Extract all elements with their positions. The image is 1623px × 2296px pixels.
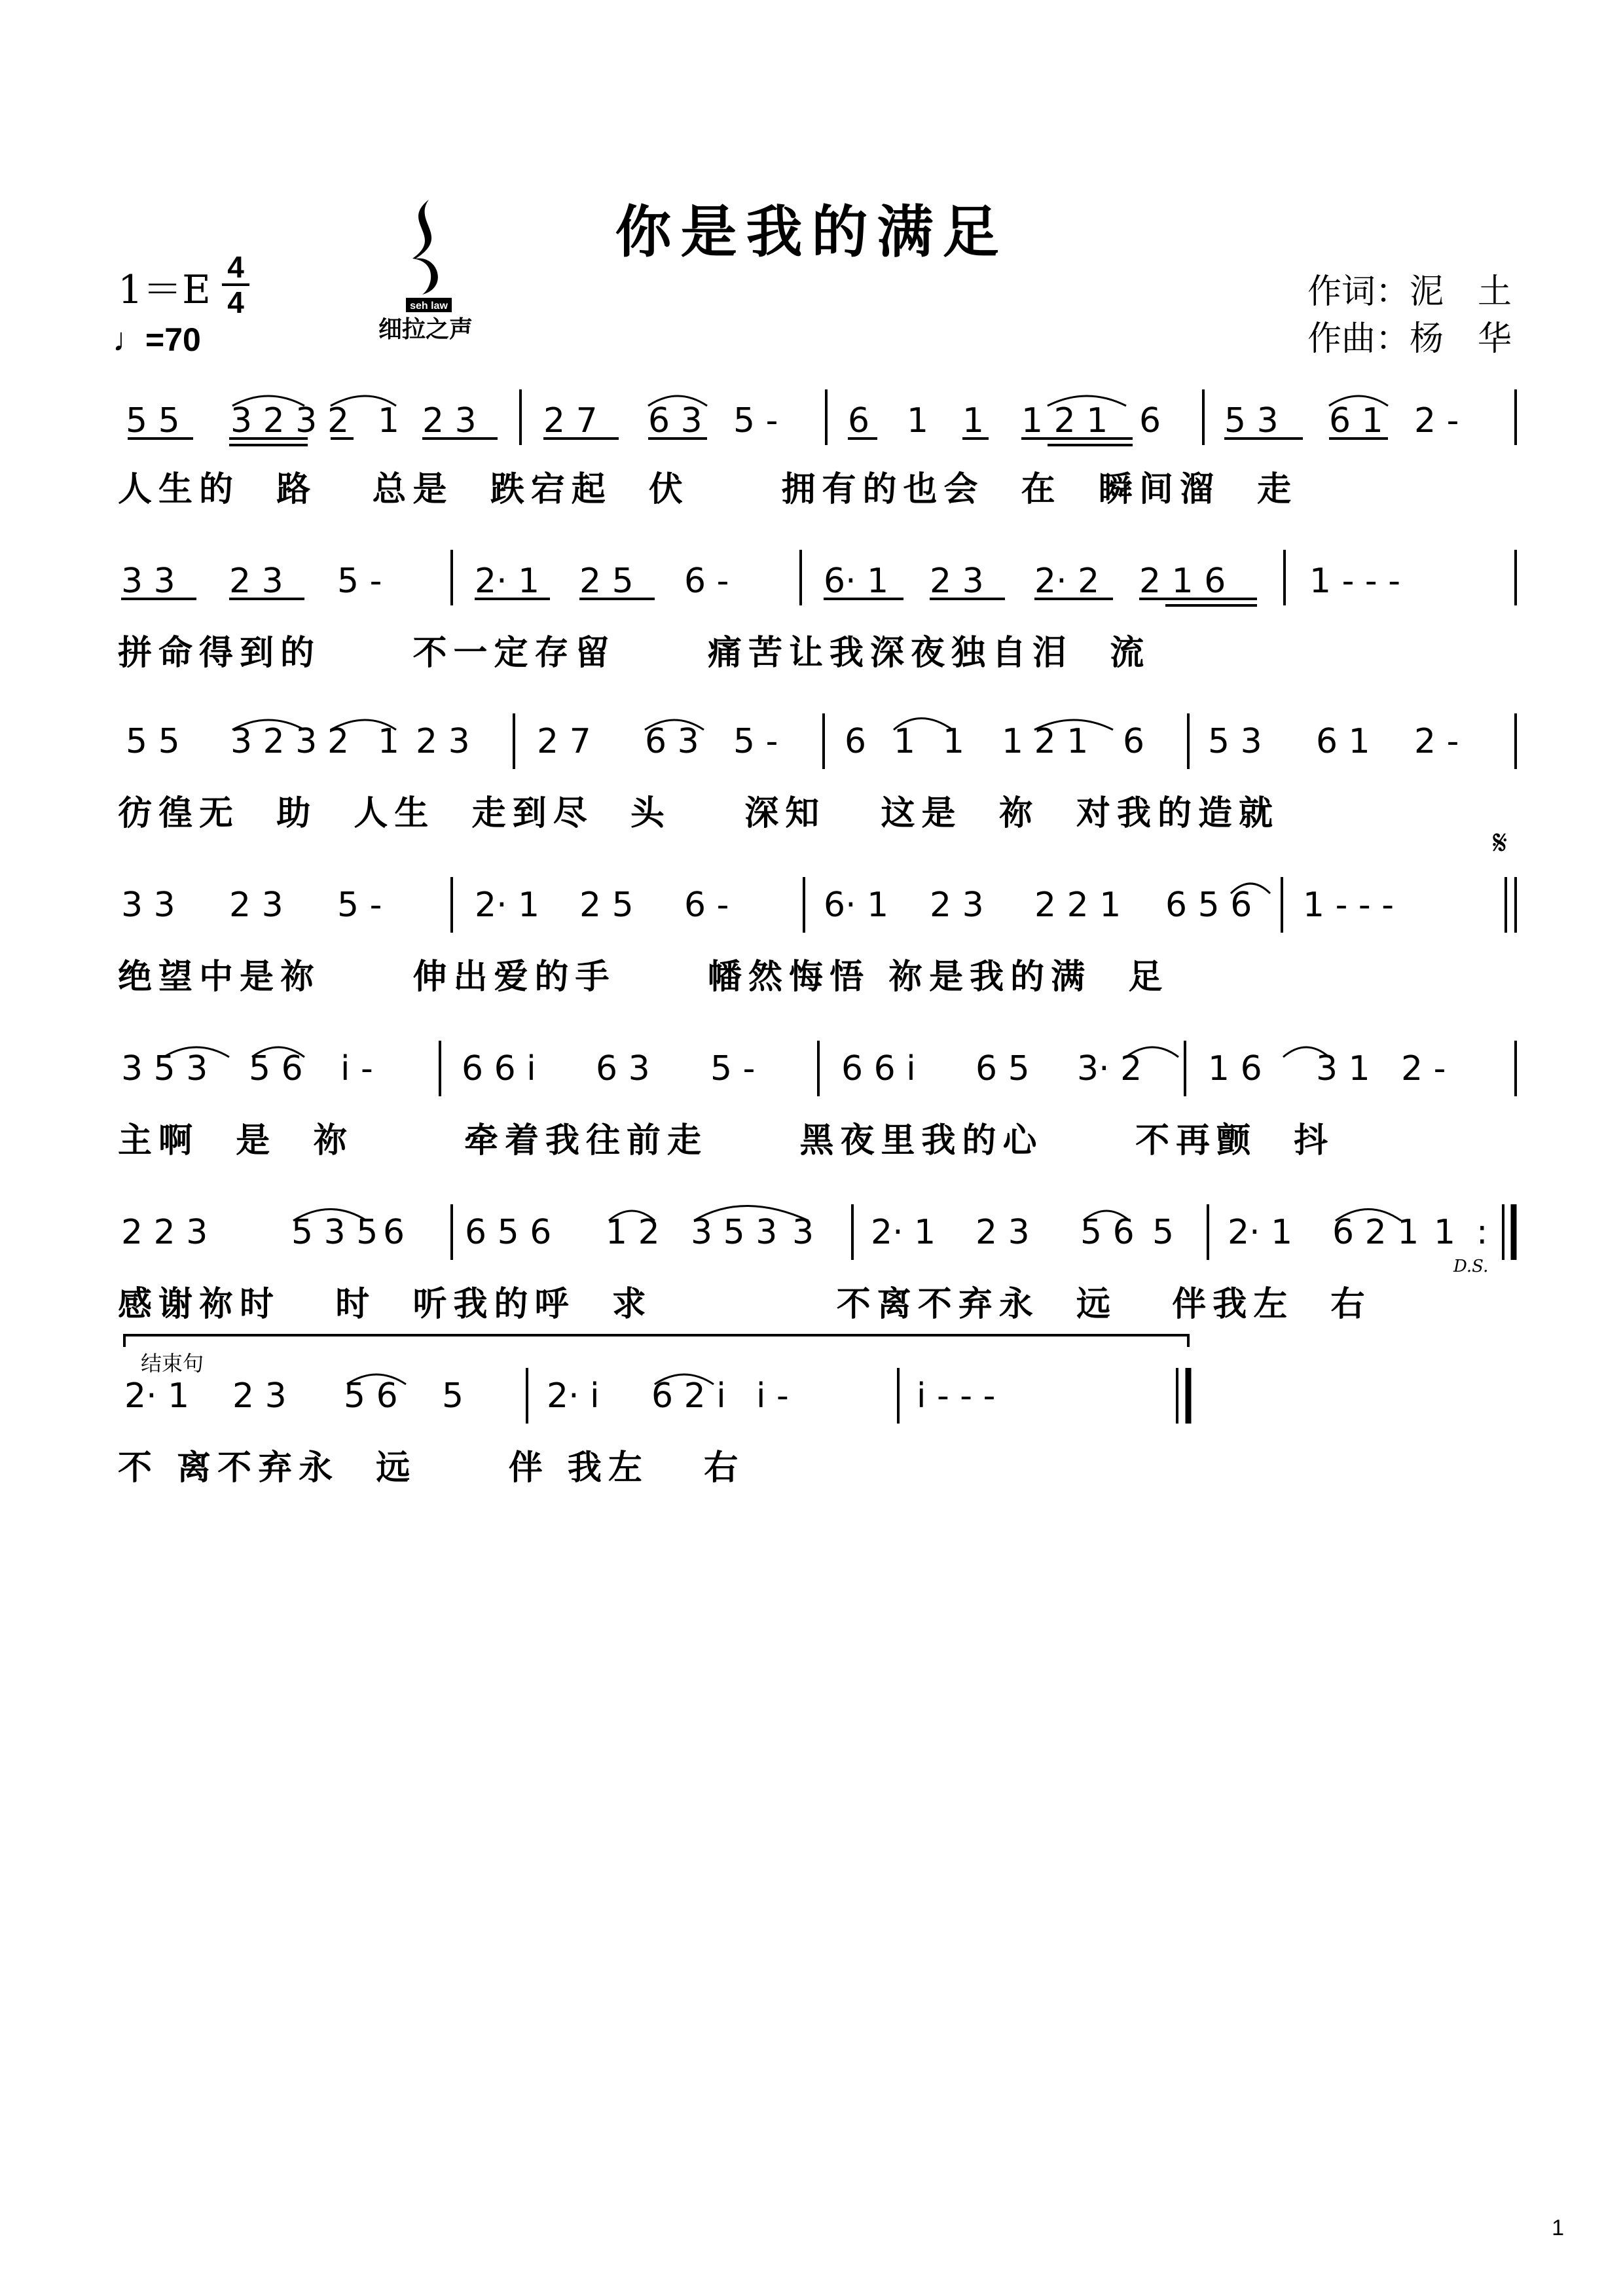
svg-text:6 5 6: 6 5 6	[1165, 886, 1252, 925]
logo-caption: 细拉之声	[378, 315, 473, 343]
svg-text:6 5 6: 6 5 6	[465, 1213, 552, 1252]
svg-text:5 -: 5 -	[337, 886, 382, 925]
svg-text:2 3: 2 3	[930, 562, 984, 601]
svg-text:2 -: 2 -	[1401, 1049, 1446, 1088]
svg-text:6 1: 6 1	[1329, 401, 1383, 440]
svg-text:5 -: 5 -	[337, 562, 382, 601]
lyric-line: 主啊 是 祢 牵着我往前走 黑夜里我的心 不再颤 抖	[118, 1121, 1335, 1160]
logo-brand: seh law	[410, 300, 448, 312]
svg-text:1 2 1: 1 2 1	[1021, 401, 1108, 440]
svg-text:5: 5	[442, 1376, 464, 1416]
svg-text:1: 1	[962, 401, 985, 440]
svg-text:6: 6	[1139, 401, 1161, 440]
svg-text:2 2 1: 2 2 1	[1034, 886, 1122, 925]
svg-text:6 3: 6 3	[596, 1049, 650, 1088]
svg-text:3 5 3: 3 5 3	[691, 1213, 778, 1252]
svg-text:6 2 1: 6 2 1	[1332, 1213, 1419, 1252]
svg-text:6 -: 6 -	[684, 886, 729, 925]
lyric-line: 拼命得到的 不一定存留 痛苦让我深夜独自泪 流	[118, 634, 1151, 673]
svg-text:2: 2	[327, 722, 350, 761]
svg-text:3 5 3: 3 5 3	[121, 1049, 208, 1088]
svg-text:5: 5	[1152, 1213, 1175, 1252]
svg-text:5 3 5: 5 3 5	[291, 1213, 378, 1252]
svg-text:6 3: 6 3	[648, 401, 702, 440]
time-signature-bottom: 4	[227, 285, 244, 319]
key-signature: 1＝E	[118, 267, 211, 313]
svg-text:5 3: 5 3	[1224, 401, 1279, 440]
svg-text:3: 3	[792, 1213, 814, 1252]
svg-text:6 1: 6 1	[1316, 722, 1370, 761]
svg-text:2 3: 2 3	[229, 886, 283, 925]
svg-text:1: 1	[378, 722, 400, 761]
page-number: 1	[1552, 2215, 1564, 2240]
svg-text:2 7: 2 7	[543, 401, 598, 440]
svg-text:1 - - -: 1 - - -	[1309, 562, 1400, 601]
lyric-line: 不 离不弃永 远 伴 我左 右	[118, 1448, 745, 1488]
ending-label: 结束句	[141, 1351, 204, 1376]
svg-text:1 - - -: 1 - - -	[1303, 886, 1394, 925]
svg-text:2 3: 2 3	[976, 1213, 1030, 1252]
svg-text:i -: i -	[340, 1049, 373, 1088]
svg-text:2· 2: 2· 2	[1034, 562, 1100, 601]
svg-text:5 -: 5 -	[710, 1049, 756, 1088]
svg-text:5 6: 5 6	[344, 1376, 398, 1416]
svg-text:2 3: 2 3	[416, 722, 470, 761]
lyric-line: 彷徨无 助 人生 走到尽 头 深知 这是 祢 对我的造就	[118, 794, 1279, 833]
svg-text:2 -: 2 -	[1414, 722, 1459, 761]
svg-text:6: 6	[845, 722, 867, 761]
svg-text:6 6 i: 6 6 i	[841, 1049, 916, 1088]
segno-icon: 𝄋	[1493, 823, 1508, 863]
svg-text:2 5: 2 5	[579, 886, 634, 925]
composer: 作曲：杨 华	[1307, 319, 1512, 359]
svg-text:5 -: 5 -	[733, 722, 778, 761]
svg-text:6 3: 6 3	[645, 722, 699, 761]
svg-text:6· 1: 6· 1	[824, 562, 889, 601]
svg-text:2 3: 2 3	[422, 401, 477, 440]
svg-text:i -: i -	[756, 1376, 789, 1416]
svg-text:2 3: 2 3	[229, 562, 283, 601]
svg-text:6 -: 6 -	[684, 562, 729, 601]
svg-text:3· 2: 3· 2	[1077, 1049, 1142, 1088]
ds-marking: D.S.	[1453, 1257, 1489, 1276]
svg-text:2 5: 2 5	[579, 562, 634, 601]
svg-text:2· 1: 2· 1	[1228, 1213, 1293, 1252]
time-signature-top: 4	[227, 250, 244, 284]
svg-text:5 6: 5 6	[1080, 1213, 1135, 1252]
svg-text:1 2 1: 1 2 1	[1002, 722, 1089, 761]
svg-text:2 7: 2 7	[537, 722, 591, 761]
svg-text:1: 1	[894, 722, 916, 761]
svg-text:6 6 i: 6 6 i	[462, 1049, 536, 1088]
svg-text:5 5: 5 5	[126, 401, 180, 440]
svg-text:2· i: 2· i	[547, 1376, 600, 1416]
svg-text:i - - -: i - - -	[917, 1376, 996, 1416]
svg-text:6· 1: 6· 1	[824, 886, 889, 925]
svg-text:2 1 6: 2 1 6	[1139, 562, 1226, 601]
svg-text:6: 6	[1123, 722, 1145, 761]
svg-text:5 6: 5 6	[249, 1049, 303, 1088]
svg-text:2: 2	[327, 401, 350, 440]
svg-text:5 -: 5 -	[733, 401, 778, 440]
tempo-marking: ♩=70	[113, 321, 201, 358]
svg-text:3 3: 3 3	[121, 886, 175, 925]
svg-text:1 2: 1 2	[606, 1213, 660, 1252]
svg-text:2· 1: 2· 1	[475, 562, 540, 601]
svg-text:5 3: 5 3	[1208, 722, 1262, 761]
svg-text:1: 1	[907, 401, 929, 440]
svg-text:3 2 3: 3 2 3	[230, 401, 318, 440]
svg-text:6 5: 6 5	[976, 1049, 1030, 1088]
svg-text:2 2 3: 2 2 3	[121, 1213, 208, 1252]
svg-text:2 -: 2 -	[1414, 401, 1459, 440]
lyric-line: 人生的 路 总是 跌宕起 伏 拥有的也会 在 瞬间溜 走	[118, 470, 1298, 509]
svg-text:2· 1: 2· 1	[475, 886, 540, 925]
svg-text:5 5: 5 5	[126, 722, 180, 761]
svg-text:3 1: 3 1	[1316, 1049, 1370, 1088]
svg-text:1: 1	[943, 722, 965, 761]
svg-text:2 3: 2 3	[930, 886, 984, 925]
svg-text:6: 6	[383, 1213, 405, 1252]
svg-text:3 2 3: 3 2 3	[230, 722, 318, 761]
svg-text:6 2 i: 6 2 i	[651, 1376, 726, 1416]
svg-text:1: 1	[1434, 1213, 1456, 1252]
song-title: 你是我的满足	[615, 199, 1008, 265]
svg-text:2· 1: 2· 1	[871, 1213, 936, 1252]
lyricist: 作词：泥 土	[1307, 272, 1512, 312]
quarter-note-icon: ♩	[113, 321, 145, 358]
svg-text:2· 1: 2· 1	[124, 1376, 190, 1416]
svg-text:1 6: 1 6	[1208, 1049, 1262, 1088]
lyric-line: 绝望中是祢 伸出爱的手 幡然悔悟 祢是我的满 足	[118, 958, 1169, 997]
svg-text:1: 1	[378, 401, 400, 440]
lyric-line: 感谢祢时 时 听我的呼 求 不离不弃永 远 伴我左 右	[118, 1285, 1372, 1324]
svg-text:6: 6	[848, 401, 870, 440]
svg-text::: :	[1476, 1213, 1488, 1252]
svg-text:3 3: 3 3	[121, 562, 175, 601]
svg-text:2 3: 2 3	[232, 1376, 287, 1416]
